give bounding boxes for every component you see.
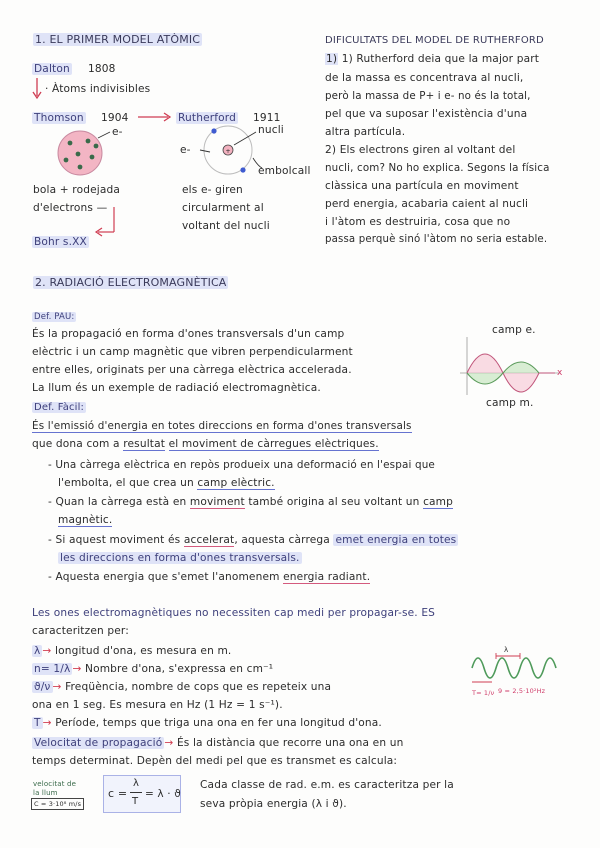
thomson-desc-1: bola + rodejada: [33, 184, 120, 196]
dif-line-2: de la massa es concentrava al nucli,: [325, 72, 524, 84]
rutherford-desc-3: voltant del nucli: [182, 220, 270, 232]
bullet-1-line-1: - Una càrrega elèctrica en repòs produeix una deformació en l'espai que: [48, 459, 435, 471]
rutherford-label: Rutherford: [178, 112, 236, 124]
bullet-4: - Aquesta energia que s'emet l'anomenem energia radiant.: [48, 571, 371, 583]
wave-frequency-label: 9 = 2,5·10²Hz: [498, 687, 546, 695]
waves-intro-2: caracteritzen per:: [32, 625, 129, 637]
pau-line-2: elèctric i un camp magnètic que vibren perpendicularment: [32, 346, 353, 358]
dif-line-5: altra partícula.: [325, 126, 406, 138]
final-line-2: seva pròpia energia (λ i ϑ).: [200, 798, 347, 810]
dif-line-9: perd energia, acabaria caient al nucli: [325, 198, 529, 210]
dalton-year: 1808: [88, 63, 116, 75]
bohr-label: Bohr s.XX: [34, 236, 87, 248]
light-speed-label-2: la llum: [33, 789, 58, 797]
thomson-label: Thomson: [34, 112, 84, 124]
rutherford-electron-label: e-: [180, 144, 191, 156]
facil-line-2: que dona com a resultat el moviment de càrregues elèctriques.: [32, 438, 379, 450]
em-wave-diagram: [455, 325, 565, 405]
bullet-3-line-1: - Si aquest moviment és accelerat, aquesta càrrega emet energia en totes: [48, 534, 457, 546]
dif-line-8: clàssica una partícula en moviment: [325, 180, 519, 192]
thomson-electron-label: e-: [112, 126, 123, 138]
formula-fraction-bar: [130, 792, 142, 793]
electron-dot: [211, 128, 216, 133]
dalton-note: · Àtoms indivisibles: [45, 83, 151, 95]
nucli-label: nucli: [258, 124, 284, 136]
velocity-row-2: temps determinat. Depèn del medi pel que es transmet es calcula:: [32, 755, 398, 767]
camp-m-label: camp m.: [486, 397, 534, 409]
pau-line-3: entre elles, originats per una càrrega elèctrica accelerada.: [32, 364, 352, 376]
rutherford-desc-1: els e- giren: [182, 184, 243, 196]
section2-title: 2. RADIACIÓ ELECTROMAGNÈTICA: [35, 276, 227, 289]
embolcall-label: embolcall: [258, 165, 311, 177]
formula-rest: = λ · ϑ: [145, 788, 181, 800]
light-speed-value: C = 3·10⁸ m/s: [31, 798, 84, 810]
svg-text:+: +: [225, 148, 231, 155]
dif-line-10: i l'àtom es destruiria, cosa que no: [325, 216, 511, 228]
facil-line-1: És l'emissió d'energia en totes direccions en forma d'ones transversals: [32, 420, 412, 432]
thomson-desc-2: d'electrons —: [33, 202, 108, 214]
formula-numerator: λ: [133, 778, 140, 789]
dif-line-3: però la massa de P+ i e- no és la total,: [325, 90, 531, 102]
waves-intro-1: Les ones electromagnètiques no necessiten cap medi per propagar-se. ES: [32, 607, 436, 619]
frequency-row-2: ona en 1 seg. Es mesura en Hz (1 Hz = 1 s⁻¹).: [32, 699, 283, 711]
bullet-3-line-2: les direccions en forma d'ones transversals.: [60, 552, 300, 564]
electron-dot: [240, 167, 245, 172]
formula-c: c =: [108, 787, 128, 800]
bullet-2-line-1: - Quan la càrrega està en moviment també origina al seu voltant un camp: [48, 496, 454, 508]
bullet-1-line-2: l'embolta, el que crea un camp elèctric.: [58, 477, 275, 489]
dif-line-4: pel que va suposar l'existència d'una: [325, 108, 528, 120]
thomson-year: 1904: [101, 112, 129, 124]
dif-line-7: nucli, com? No ho explica. Segons la física: [325, 162, 550, 174]
lambda-row: λ → longitud d'ona, es mesura en m.: [34, 645, 232, 657]
wavenumber-row: n= 1/λ → Nombre d'ona, s'expressa en cm⁻¹: [34, 663, 274, 675]
rutherford-year: 1911: [253, 112, 281, 124]
def-facil-label: Def. Fàcil:: [34, 402, 85, 413]
formula-denominator: T: [132, 796, 139, 807]
velocity-row: Velocitat de propagació → És la distància que recorre una ona en un: [34, 737, 404, 749]
wave-lambda-label: λ: [504, 646, 509, 654]
wave-period-label: T= 1/ν: [472, 689, 495, 697]
section1-title: 1. EL PRIMER MODEL ATÒMIC: [35, 33, 201, 46]
period-row: T → Període, temps que triga una ona en fer una longitud d'ona.: [34, 717, 382, 729]
final-line-1: Cada classe de rad. e.m. es caracteritza per la: [200, 779, 454, 791]
light-speed-label-1: velocitat de: [33, 780, 77, 788]
pau-line-4: La llum és un exemple de radiació electromagnètica.: [32, 382, 321, 394]
dalton-label: Dalton: [34, 63, 70, 75]
rutherford-desc-2: circularment al: [182, 202, 264, 214]
dificultats-title: DIFICULTATS DEL MODEL DE RUTHERFORD: [325, 35, 544, 46]
dif-line-11: passa perquè sinó l'àtom no seria estable.: [325, 234, 548, 245]
frequency-row: ϑ/ν → Freqüència, nombre de cops que es repeteix una: [34, 681, 332, 693]
x-axis-label: x: [557, 368, 563, 378]
def-pau-label: Def. PAU:: [34, 312, 75, 322]
bullet-2-line-2: magnètic.: [58, 514, 113, 526]
camp-e-label: camp e.: [492, 324, 536, 336]
dif-line-6: 2) Els electrons giren al voltant del: [325, 144, 516, 156]
pau-line-1: És la propagació en forma d'ones transversals d'un camp: [32, 328, 345, 340]
sine-wave: [472, 658, 556, 678]
dif-line-1: 1) 1) Rutherford deia que la major part: [326, 53, 540, 65]
